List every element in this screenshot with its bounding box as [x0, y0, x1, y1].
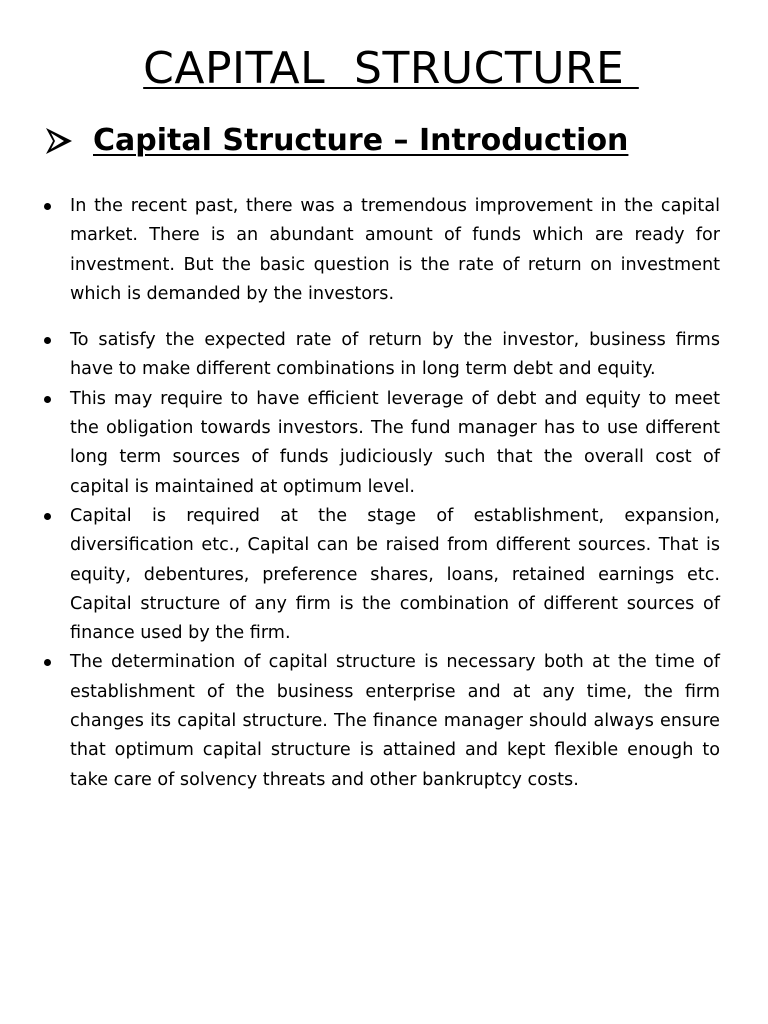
list-item-text: This may require to have efficient leverage of debt and equity to meet the obligation towards investors. The fund manager has to use different long term sources of funds judiciously such that the overall cost of capital is maintained at optimum level.	[70, 388, 720, 497]
list-item-text: Capital is required at the stage of establishment, expansion, diversification etc., Capital can be raised from different sources. That is equity, debentures, preference shares, loans, retained earnings etc. Capital structure of any firm is the combination of different sources of finance used by the firm.	[70, 505, 720, 644]
list-item	[70, 502, 720, 648]
round-bullet-icon	[44, 396, 51, 403]
arrowhead-bullet-icon	[44, 126, 74, 156]
list-item	[70, 385, 720, 502]
section-heading-text: Capital Structure – Introduction	[93, 123, 629, 158]
list-item	[70, 648, 720, 794]
list-item-text: To satisfy the expected rate of return by the investor, business firms have to make different combinations in long term debt and equity.	[70, 330, 720, 380]
round-bullet-icon	[44, 337, 51, 344]
page-title: CAPITAL STRUCTURE	[143, 43, 639, 94]
round-bullet-icon	[44, 513, 51, 520]
list-item-text: The determination of capital structure is necessary both at the time of establishment of the business enterprise and at any time, the firm changes its capital structure. The finance manager should always ensure that optimum capital structure is attained and kept flexible enough to take care of solvency threats and other bankruptcy costs.	[70, 652, 720, 790]
round-bullet-icon	[44, 659, 51, 666]
list-item-text: In the recent past, there was a tremendous improvement in the capital market. There is an abundant amount of funds which are ready for investment. But the basic question is the rate of return on investment which is demanded by the investors.	[70, 196, 720, 304]
section-heading	[44, 121, 628, 161]
list-item	[70, 326, 720, 385]
bullet-list	[0, 192, 768, 795]
round-bullet-icon	[44, 203, 51, 210]
list-item	[70, 192, 720, 309]
